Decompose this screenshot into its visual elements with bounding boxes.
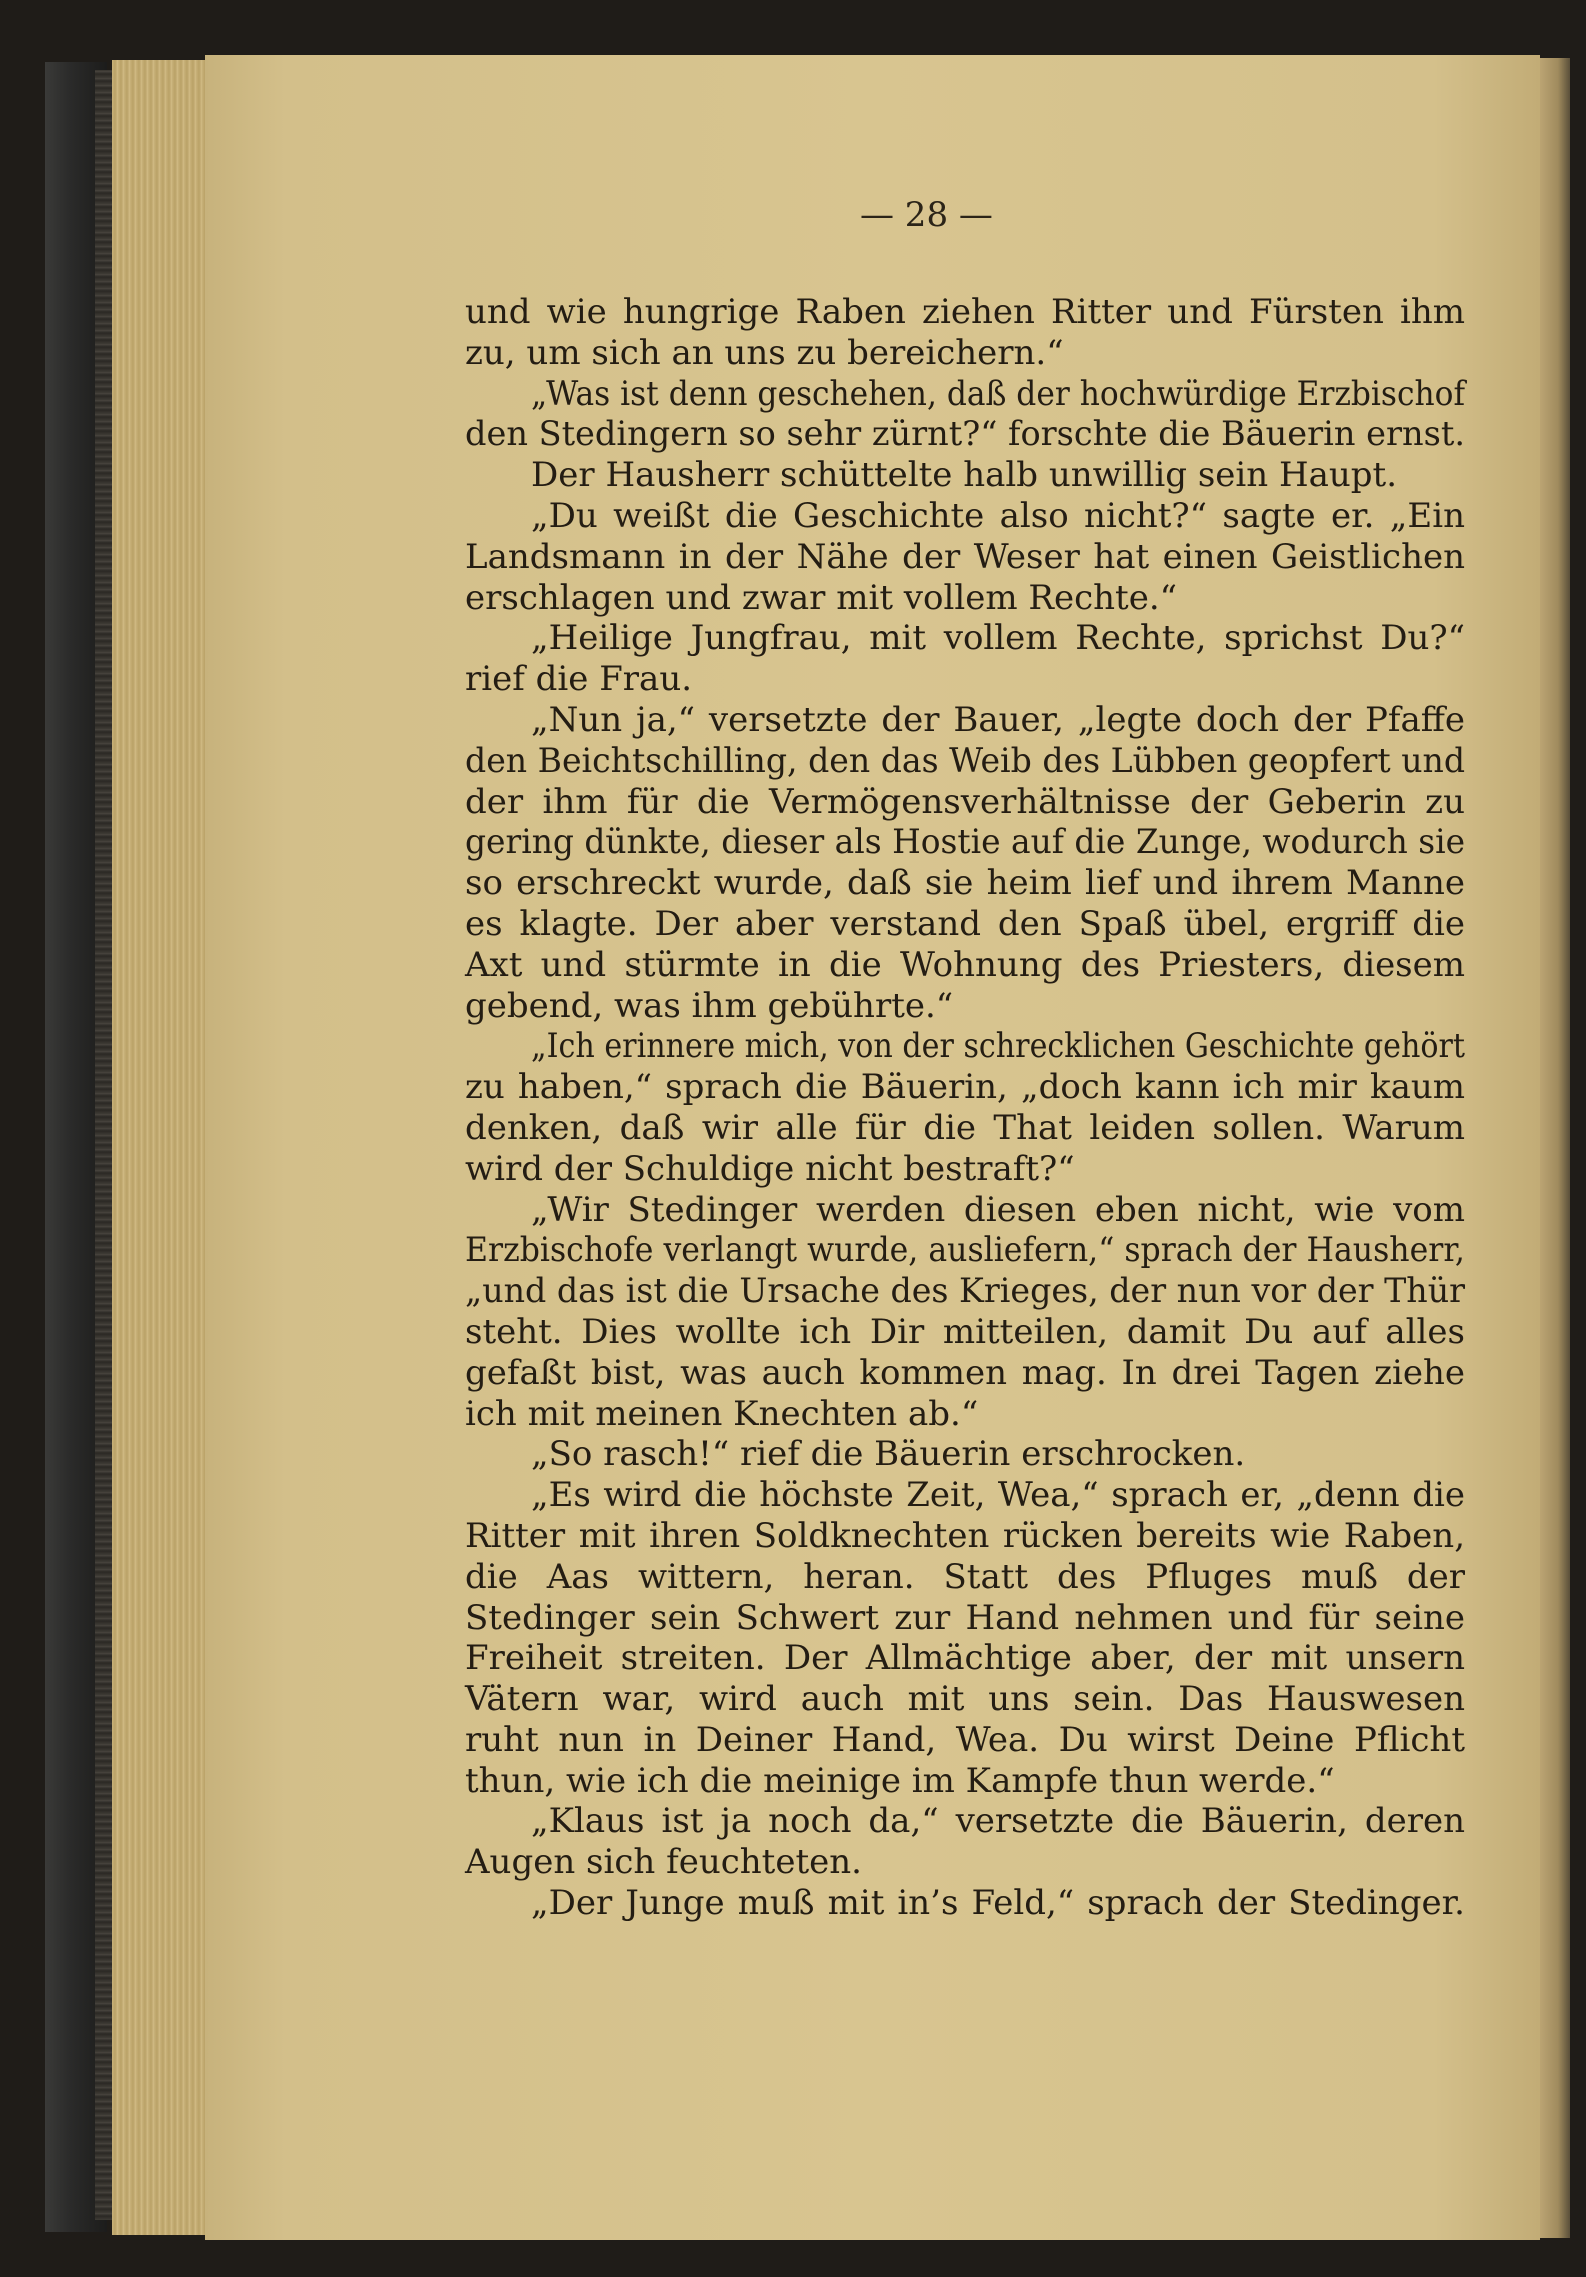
text-line: „So rasch!“ rief die Bäuerin erschrocken. (531, 1434, 1246, 1475)
text-line: „und das ist die Ursache des Krieges, der nun vor der Thür (465, 1271, 1466, 1312)
text-line: zu, um sich an uns zu bereichern.“ (465, 332, 1064, 373)
text-line: „Du weißt die Geschichte also nicht?“ sagte er. „Ein (531, 495, 1465, 536)
text-line: gering dünkte, dieser als Hostie auf die Zunge, wodurch sie (465, 822, 1466, 863)
text-line: „Klaus ist ja noch da,“ versetzte die Bäuerin, deren (531, 1801, 1465, 1842)
text-line: Freiheit streiten. Der Allmächtige aber, der mit unsern (465, 1638, 1465, 1679)
text-line: „Der Junge muß mit in’s Feld,“ sprach der Stedinger. (531, 1883, 1465, 1924)
text-line: „Heilige Jungfrau, mit vollem Rechte, sprichst Du?“ (531, 618, 1465, 659)
text-line: so erschreckt wurde, daß sie heim lief und ihrem Manne (465, 863, 1465, 904)
text-line: „Was ist denn geschehen, daß der hochwürdige Erzbischof (531, 373, 1466, 414)
text-line: Landsmann in der Nähe der Weser hat einen Geistlichen (465, 536, 1465, 577)
text-line: „Ich erinnere mich, von der schrecklichen Geschichte gehört (531, 1026, 1466, 1067)
text-line: „Es wird die höchste Zeit, Wea,“ sprach er, „denn die (531, 1475, 1465, 1516)
text-line: gefaßt bist, was auch kommen mag. In drei Tagen ziehe (465, 1352, 1465, 1393)
text-line: erschlagen und zwar mit vollem Rechte.“ (465, 577, 1178, 618)
text-line: den Beichtschilling, den das Weib des Lübben geopfert und (465, 740, 1466, 781)
page-number: — 28 — (860, 195, 993, 235)
text-line: „Nun ja,“ versetzte der Bauer, „legte doch der Pfaffe (531, 699, 1465, 740)
text-line: thun, wie ich die meinige im Kampfe thun werde.“ (465, 1760, 1335, 1801)
text-line: der ihm für die Vermögensverhältnisse der Geberin zu (465, 781, 1465, 822)
body-text (465, 292, 1465, 1924)
text-line: die Aas wittern, heran. Statt des Pfluges muß der (465, 1556, 1465, 1597)
text-line: Stedinger sein Schwert zur Hand nehmen und für seine (465, 1597, 1465, 1638)
text-line: es klagte. Der aber verstand den Spaß übel, ergriff die (465, 903, 1465, 944)
text-line: Axt und stürmte in die Wohnung des Priesters, diesem (465, 944, 1465, 985)
text-line: Ritter mit ihren Soldknechten rücken bereits wie Raben, (465, 1515, 1465, 1556)
page-edges (112, 60, 212, 2235)
page-right-edge (1540, 58, 1570, 2238)
text-line: Erzbischofe verlangt wurde, ausliefern,“ sprach der Hausherr, (465, 1230, 1465, 1271)
text-line: ruht nun in Deiner Hand, Wea. Du wirst Deine Pflicht (465, 1719, 1465, 1760)
text-line: steht. Dies wollte ich Dir mitteilen, damit Du auf alles (465, 1311, 1465, 1352)
text-line: den Stedingern so sehr zürnt?“ forschte die Bäuerin ernst. (465, 414, 1466, 455)
text-line: gebend, was ihm gebührte.“ (465, 985, 954, 1026)
text-line: ich mit meinen Knechten ab.“ (465, 1393, 979, 1434)
text-line: und wie hungrige Raben ziehen Ritter und Fürsten ihm (465, 292, 1465, 332)
text-line: Der Hausherr schüttelte halb unwillig sein Haupt. (531, 455, 1398, 496)
text-line: „Wir Stedinger werden diesen eben nicht, wie vom (531, 1189, 1465, 1230)
text-line: rief die Frau. (465, 659, 693, 700)
text-line: denken, daß wir alle für die That leiden sollen. Warum (465, 1107, 1465, 1148)
text-line: zu haben,“ sprach die Bäuerin, „doch kann ich mir kaum (465, 1067, 1465, 1108)
text-line: wird der Schuldige nicht bestraft?“ (465, 1148, 1075, 1189)
text-line: Vätern war, wird auch mit uns sein. Das Hauswesen (465, 1679, 1465, 1720)
text-line: Augen sich feuchteten. (465, 1842, 862, 1883)
